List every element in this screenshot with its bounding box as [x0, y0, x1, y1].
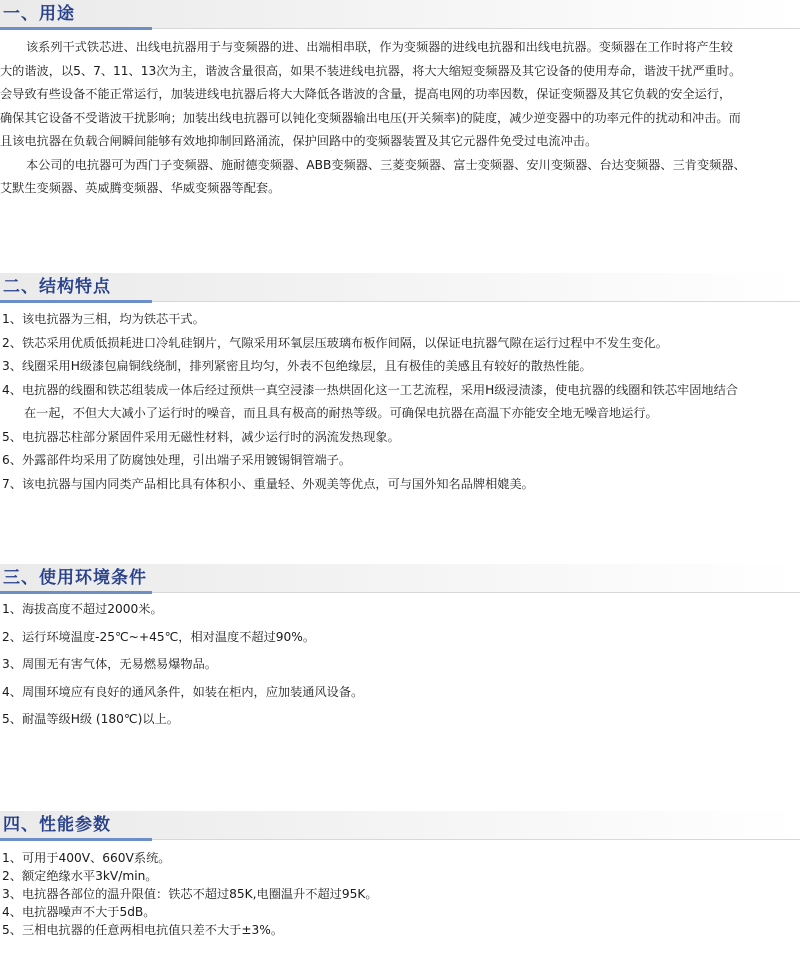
- environment-list: [0, 596, 800, 734]
- section-header-usage: [0, 0, 800, 29]
- list-item: 1、可用于400V、660V系统。: [2, 851, 171, 865]
- list-item: 5、耐温等级H级 (180℃)以上。: [2, 712, 179, 726]
- list-item: 2、铁芯采用优质低损耗进口冷轧硅钢片，气隙采用环氧层压玻璃布板作间隔，以保证电抗器气隙在运行过程中不发生变化。: [2, 335, 668, 350]
- performance-list: [0, 849, 800, 939]
- list-item: 4、电抗器噪声不大于5dB。: [2, 905, 156, 919]
- header-accent-bar: [0, 591, 152, 594]
- header-accent-bar: [0, 27, 152, 30]
- list-item: 5、电抗器芯柱部分紧固件采用无磁性材料，减少运行时的涡流发热现象。: [2, 429, 400, 444]
- list-item: 3、周围无有害气体，无易燃易爆物品。: [2, 657, 217, 671]
- section-header-performance: [0, 811, 800, 840]
- section-header-environment: [0, 564, 800, 593]
- list-item: 4、周围环境应有良好的通风条件，如装在柜内，应加装通风设备。: [2, 684, 364, 699]
- section-title: 三、使用环境条件: [3, 568, 147, 588]
- list-item: 1、该电抗器为三相，均为铁芯干式。: [2, 312, 205, 326]
- section-title: 四、性能参数: [3, 815, 111, 835]
- paragraph-line: 大的谐波，以5、7、11、13次为主，谐波含量很高，如果不装进线电抗器，将大大缩短变频器及其它设备的使用寿命，谐波干扰严重时。: [0, 63, 742, 78]
- paragraph-line: 确保其它设备不受谐波干扰影响；加装出线电抗器可以钝化变频器输出电压(开关频率)的陡度，减少逆变器中的功率元件的扰动和冲击。而: [0, 110, 741, 125]
- list-item-continuation: 在一起，不但大大减小了运行时的噪音，而且具有极高的耐热等级。可确保电抗器在高温下亦能安全地无噪音地运行。: [24, 406, 658, 420]
- list-item: 2、额定绝缘水平3kV/min。: [2, 869, 158, 883]
- header-accent-bar: [0, 300, 152, 303]
- list-item: 7、该电抗器与国内同类产品相比具有体积小、重量轻、外观美等优点，可与国外知名品牌相媲美。: [2, 476, 534, 491]
- list-item: 3、电抗器各部位的温升限值：铁芯不超过85K,电圈温升不超过95K。: [2, 887, 378, 901]
- list-item: 4、电抗器的线圈和铁芯组装成一体后经过预烘一真空浸漆一热烘固化这一工艺流程，采用H级浸渍漆，使电抗器的线圈和铁芯牢固地结合: [2, 382, 738, 397]
- list-item: 3、线圈采用H级漆包扁铜线绕制，排列紧密且均匀，外表不包绝缘层，且有极佳的美感且有较好的散热性能。: [2, 359, 592, 373]
- list-item: 5、三相电抗器的任意两相电抗值只差不大于±3%。: [2, 923, 284, 937]
- section-title: 一、用途: [3, 4, 75, 24]
- paragraph-line: 该系列干式铁芯进、出线电抗器用于与变频器的进、出端相串联，作为变频器的进线电抗器和出线电抗器。变频器在工作时将产生较: [26, 40, 733, 54]
- paragraph-line: 本公司的电抗器可为西门子变频器、施耐德变频器、ABB变频器、三菱变频器、富士变频器、安川变频器、台达变频器、三肯变频器、: [26, 157, 746, 172]
- list-item: 6、外露部件均采用了防腐蚀处理，引出端子采用镀锡铜管端子。: [2, 453, 352, 467]
- paragraph-line: 会导致有些设备不能正常运行，加装进线电抗器后将大大降低各谐波的含量，提高电网的功率因数，保证变频器及其它负载的安全运行，: [0, 87, 732, 101]
- header-accent-bar: [0, 838, 152, 841]
- list-item: 2、运行环境温度-25℃~+45℃，相对温度不超过90%。: [2, 629, 316, 644]
- section-title: 二、结构特点: [3, 277, 111, 297]
- list-item: 1、海拔高度不超过2000米。: [2, 602, 163, 616]
- paragraph-line: 且该电抗器在负载合闸瞬间能够有效地抑制回路涌流，保护回路中的变频器装置及其它元器件免受过电流冲击。: [0, 134, 598, 148]
- usage-body: [0, 36, 800, 201]
- section-header-structure: [0, 273, 800, 302]
- paragraph-line: 艾默生变频器、英威腾变频器、华威变频器等配套。: [0, 181, 281, 195]
- structure-list: [0, 308, 800, 496]
